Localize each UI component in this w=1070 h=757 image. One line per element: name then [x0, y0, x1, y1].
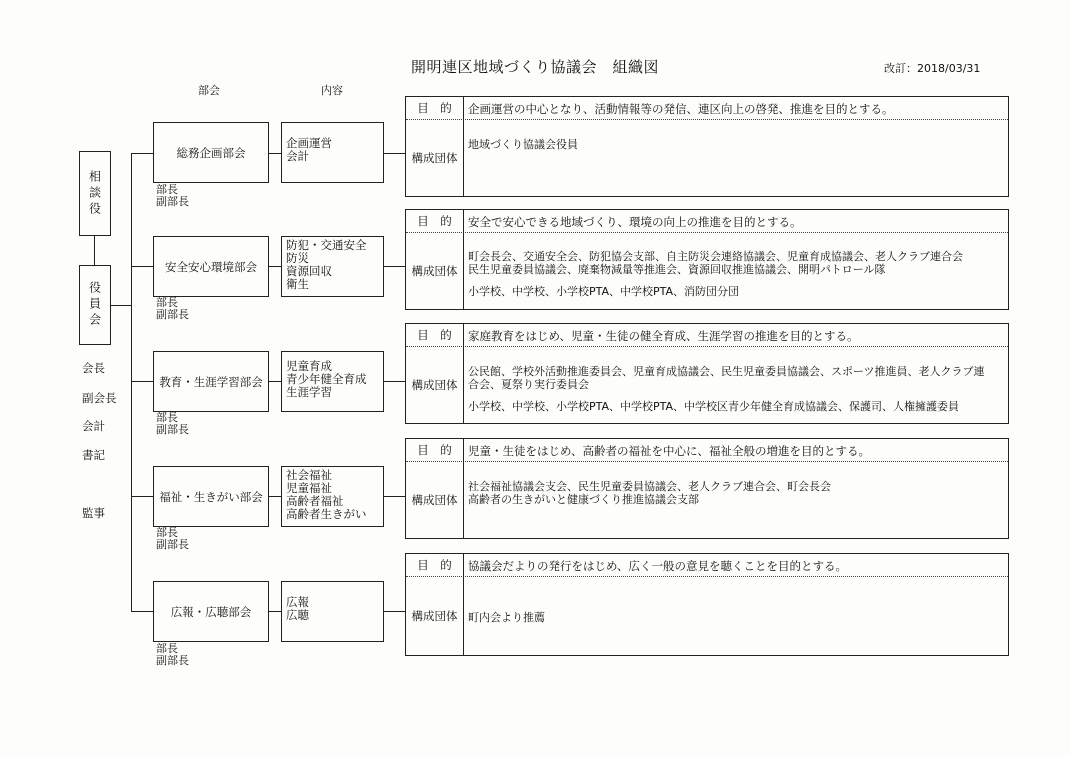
members-text — [468, 139, 578, 152]
branch-line — [384, 266, 405, 267]
officer-treasurer: 会計 — [82, 419, 105, 433]
revision-date: 改訂：2018/03/31 — [884, 62, 981, 75]
officer-auditor: 監事 — [82, 506, 105, 520]
dept-soumu: 総務企画部会 — [153, 122, 269, 183]
members-label: 構成団体 — [406, 461, 464, 538]
content-item: 企画運営 — [286, 136, 332, 150]
content-item: 生涯学習 — [286, 385, 332, 399]
dept-table-kyouiku — [405, 323, 1009, 424]
branch-line — [384, 153, 405, 154]
content-item: 防犯・交通安全 — [286, 238, 367, 252]
content-item: 児童福祉 — [286, 481, 332, 495]
branch-line — [131, 611, 153, 612]
page-title: 開明連区地域づくり協議会 組織図 — [410, 58, 659, 76]
dept-fukushi: 福祉・生きがい部会 — [153, 466, 269, 527]
purpose-text: 家庭教育をはじめ、児童・生徒の健全育成、生涯学習の推進を目的とする。 — [468, 329, 859, 343]
members-line: 公民館、学校外活動推進委員会、児童育成協議会、民生児童委員協議会、スポーツ推進員、老人クラブ連 — [468, 365, 985, 378]
content-kyouiku — [281, 351, 384, 412]
branch-line — [131, 496, 153, 497]
dept-table-fukushi — [405, 438, 1009, 539]
content-soumu — [281, 122, 384, 183]
role-head: 部長 — [156, 183, 178, 196]
members-line: 小学校、中学校、小学校PTA、中学校PTA、中学校区青少年健全育成協議会、保護司、人権擁護委員 — [468, 400, 960, 413]
members-label: 構成団体 — [406, 346, 464, 423]
members-line: 社会福祉協議会支会、民生児童委員協議会、老人クラブ連合会、町会長会 — [468, 480, 831, 493]
content-item: 高齢者福祉 — [286, 494, 344, 508]
branch-line — [269, 611, 281, 612]
branch-line — [269, 153, 281, 154]
purpose-text: 協議会だよりの発行をはじめ、広く一般の意見を聴くことを目的とする。 — [468, 559, 848, 573]
members-text — [468, 612, 545, 625]
branch-line — [384, 381, 405, 382]
dept-anzen: 安全安心環境部会 — [153, 236, 269, 297]
content-item: 防災 — [286, 251, 309, 265]
members-label: 構成団体 — [406, 119, 464, 196]
dept-table-anzen — [405, 209, 1009, 310]
role-vice: 副部長 — [156, 538, 189, 551]
branch-line — [384, 611, 405, 612]
members-label: 構成団体 — [406, 232, 464, 309]
members-line: 町会長会、交通安全会、防犯協会支部、自主防災会連絡協議会、児童育成協議会、老人クラブ連合会 — [468, 250, 963, 263]
yakuin-box: 役員会 — [79, 265, 111, 345]
content-item: 社会福祉 — [286, 468, 332, 482]
members-text — [468, 481, 831, 506]
branch-line — [131, 381, 153, 382]
officer-secretary: 書記 — [82, 448, 105, 462]
branch-line — [131, 153, 153, 154]
members-line: 合会、夏祭り実行委員会 — [468, 377, 589, 391]
dept-kouhou: 広報・広聴部会 — [153, 581, 269, 642]
content-fukushi — [281, 466, 384, 527]
dept-kyouiku: 教育・生涯学習部会 — [153, 351, 269, 412]
content-item: 児童育成 — [286, 359, 332, 373]
purpose-label: 目 的 — [406, 439, 464, 461]
branch-line — [269, 266, 281, 267]
members-line: 町内会より推薦 — [468, 611, 545, 624]
connector-line — [111, 305, 132, 306]
dept-table-kouhou — [405, 553, 1009, 656]
branch-line — [269, 381, 281, 382]
connector-line — [94, 236, 95, 265]
purpose-label: 目 的 — [406, 210, 464, 232]
branch-line — [269, 496, 281, 497]
members-line: 小学校、中学校、小学校PTA、中学校PTA、消防団分団 — [468, 285, 740, 298]
officer-vice-chair: 副会長 — [82, 391, 117, 405]
members-text — [468, 251, 963, 299]
members-line: 高齢者の生きがいと健康づくり推進協議会支部 — [468, 492, 699, 506]
members-line: 地域づくり協議会役員 — [468, 138, 578, 151]
content-kouhou — [281, 581, 384, 642]
purpose-label: 目 的 — [406, 324, 464, 346]
purpose-text: 安全で安心できる地域づくり、環境の向上の推進を目的とする。 — [468, 215, 802, 229]
content-item: 広聴 — [286, 608, 309, 622]
purpose-label: 目 的 — [406, 97, 464, 119]
content-item: 衛生 — [286, 277, 309, 291]
header-bukai: 部会 — [198, 84, 220, 97]
purpose-text: 児童・生徒をはじめ、高齢者の福祉を中心に、福祉全般の増進を目的とする。 — [468, 444, 871, 458]
role-vice: 副部長 — [156, 308, 189, 321]
purpose-label: 目 的 — [406, 554, 464, 576]
content-item: 広報 — [286, 595, 309, 609]
members-line: 民生児童委員協議会、廃棄物減量等推進会、資源回収推進協議会、開明パトロール隊 — [468, 262, 886, 276]
content-anzen — [281, 236, 384, 297]
members-text — [468, 366, 985, 414]
content-item: 高齢者生きがい — [286, 507, 367, 521]
soudan-box: 相談役 — [79, 151, 111, 236]
dept-table-soumu — [405, 96, 1009, 197]
branch-line — [131, 266, 153, 267]
content-item: 会計 — [286, 149, 309, 163]
content-item: 青少年健全育成 — [286, 372, 367, 386]
role-vice: 副部長 — [156, 423, 189, 436]
role-vice: 副部長 — [156, 195, 189, 208]
content-item: 資源回収 — [286, 264, 332, 278]
role-vice: 副部長 — [156, 654, 189, 667]
purpose-text: 企画運営の中心となり、活動情報等の発信、連区向上の啓発、推進を目的とする。 — [468, 102, 894, 116]
members-label: 構成団体 — [406, 576, 464, 655]
role-head: 部長 — [156, 411, 178, 424]
role-head: 部長 — [156, 526, 178, 539]
role-head: 部長 — [156, 642, 178, 655]
role-head: 部長 — [156, 296, 178, 309]
officer-chair: 会長 — [82, 361, 105, 375]
header-naiyou: 内容 — [321, 84, 343, 97]
branch-line — [384, 496, 405, 497]
